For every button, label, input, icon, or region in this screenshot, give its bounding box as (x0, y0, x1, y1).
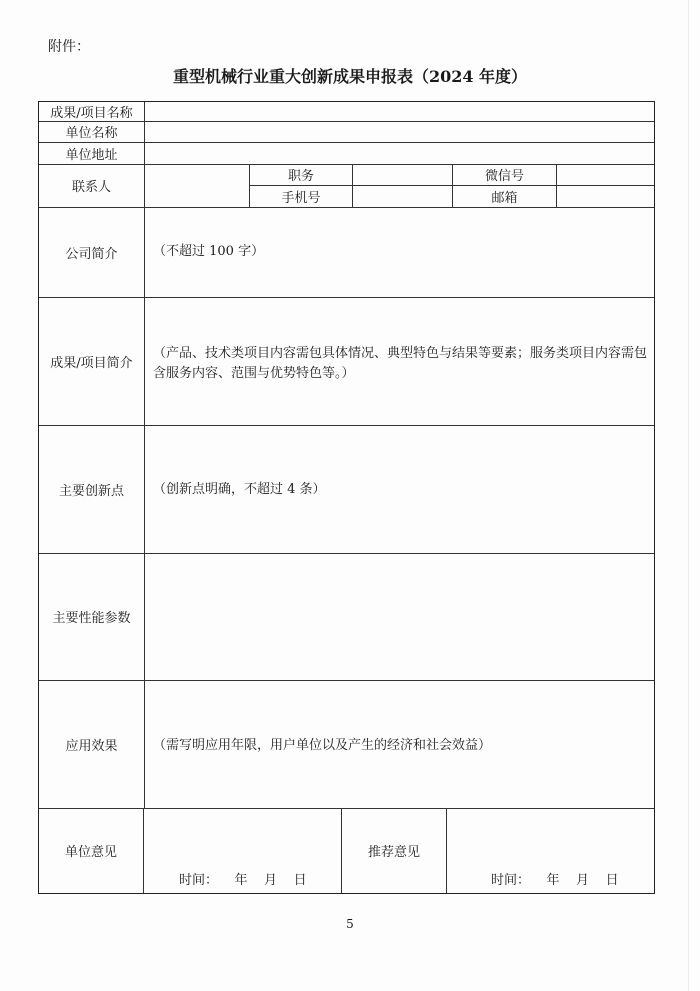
column-divider (143, 808, 144, 893)
annex-label: 附件： (48, 39, 90, 55)
page-number: 5 (346, 917, 354, 931)
wechat-field[interactable] (557, 164, 654, 185)
position-field[interactable] (353, 164, 452, 185)
mobile-field[interactable] (353, 186, 452, 207)
performance-field[interactable] (145, 553, 654, 680)
company-intro-label: 公司简介 (65, 246, 118, 262)
position-label: 职务 (287, 169, 314, 184)
unit-address-field[interactable] (145, 142, 654, 164)
project-intro-label: 成果/项目简介 (50, 355, 133, 371)
effect-label: 应用效果 (65, 738, 118, 754)
unit-address-label: 单位地址 (65, 147, 118, 163)
unit-name-label: 单位名称 (65, 126, 118, 141)
application-form-table (38, 101, 655, 894)
effect-note[interactable]: （需写明应用年限，用户单位以及产生的经济和社会效益） (153, 738, 492, 753)
page-edge-line (688, 0, 689, 991)
project-name-label: 成果/项目名称 (50, 106, 133, 121)
recommend-opinion-date[interactable]: 时间： 年 月 日 (491, 873, 619, 888)
mobile-label: 手机号 (281, 191, 321, 206)
unit-opinion-date[interactable]: 时间： 年 月 日 (179, 873, 307, 888)
project-name-field[interactable] (145, 102, 654, 121)
email-label: 邮箱 (491, 191, 518, 206)
column-divider (144, 102, 145, 808)
email-field[interactable] (557, 186, 654, 207)
column-divider (446, 808, 447, 893)
innovation-label: 主要创新点 (58, 483, 124, 499)
innovation-note[interactable]: （创新点明确，不超过 4 条） (153, 482, 326, 497)
contact-label: 联系人 (71, 180, 111, 195)
project-intro-note[interactable]: （产品、技术类项目内容需包具体情况、典型特色与结果等要素；服务类项目内容需包含服务内容、范围与优势特色等。） (153, 346, 648, 381)
performance-label: 主要性能参数 (52, 611, 131, 626)
contact-name-field[interactable] (145, 164, 249, 207)
unit-opinion-label: 单位意见 (64, 845, 117, 860)
unit-name-field[interactable] (145, 121, 654, 142)
recommend-opinion-label: 推荐意见 (367, 845, 420, 860)
form-title: 重型机械行业重大创新成果申报表（2024 年度） (172, 67, 528, 86)
wechat-label: 微信号 (484, 169, 524, 184)
company-intro-note[interactable]: （不超过 100 字） (153, 244, 265, 259)
